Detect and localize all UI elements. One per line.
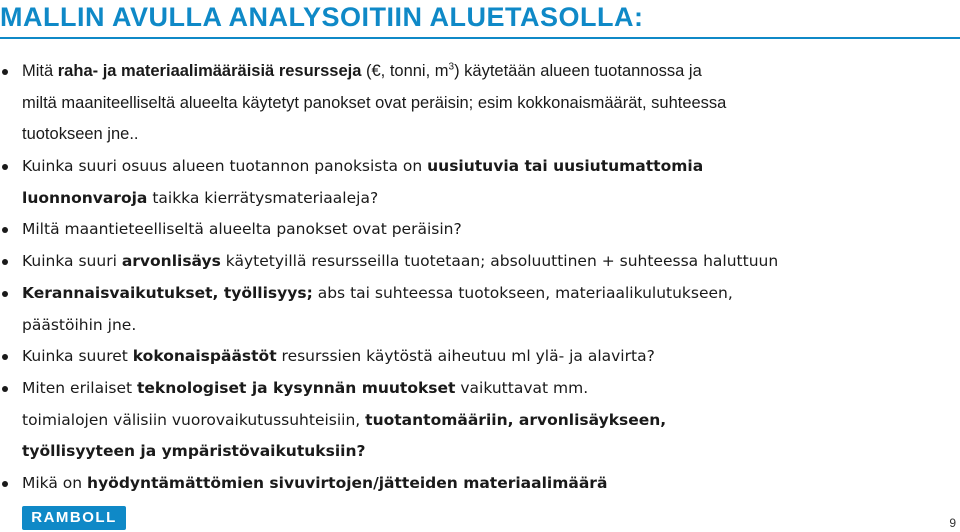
slide-title: MALLIN AVULLA ANALYSOITIIN ALUETASOLLA: [0,2,644,32]
bullet-1-line-3: tuotokseen jne.. [22,125,139,144]
bullet-5-line-1: Kerannaisvaikutukset, työllisyys; abs tai suhteessa tuotokseen, materiaalikulutukseen, [0,278,920,310]
title-underline [0,37,960,39]
bullet-1-line-2: miltä maaniteelliseltä alueelta käytetyt panokset ovat peräisin; esim kokkonaismäärät, suhteessa [22,93,727,112]
bullet-2-line-1: Kuinka suuri osuus alueen tuotannon panoksista on uusiutuvia tai uusiutumattomia [0,151,920,183]
bullet-4-line-1: Kuinka suuri arvonlisäys käytetyillä resursseilla tuotetaan; absoluuttinen + suhteessa haluttuun [0,246,920,278]
bullet-7-line-1: Miten erilaiset teknologiset ja kysynnän muutokset vaikuttavat mm. [0,373,920,405]
bullet-1-line-1: Mitä raha- ja materiaalimääräisiä resursseja (€, tonni, $m^3$) käytetään alueen tuotannossa ja [0,56,920,88]
bullet-7-line-3: työllisyyteen ja ympäristövaikutuksiin? [22,442,366,461]
bullet-8-line-1: Mikä on hyödyntämättömien sivuvirtojen/jätteiden materiaalimäärä [0,468,920,500]
bullet-6-line-1: Kuinka suuret kokonaispäästöt resurssien käytöstä aiheutuu ml ylä- ja alavirta? [0,341,920,373]
ramboll-logo: RAMBOLL [22,506,126,530]
bullet-3-line-1: Miltä maantieteelliseltä alueelta panokset ovat peräisin? [0,214,920,246]
bullet-5-line-2: päästöihin jne. [22,315,137,334]
bullet-list [0,56,920,500]
bullet-7-line-2: toimialojen välisiin vuorovaikutussuhteisiin, tuotantomääriin, arvonlisäykseen, [22,410,667,429]
page-number: 9 [949,516,956,530]
bullet-2-line-2: luonnonvaroja taikka kierrätysmateriaaleja? [22,188,379,207]
